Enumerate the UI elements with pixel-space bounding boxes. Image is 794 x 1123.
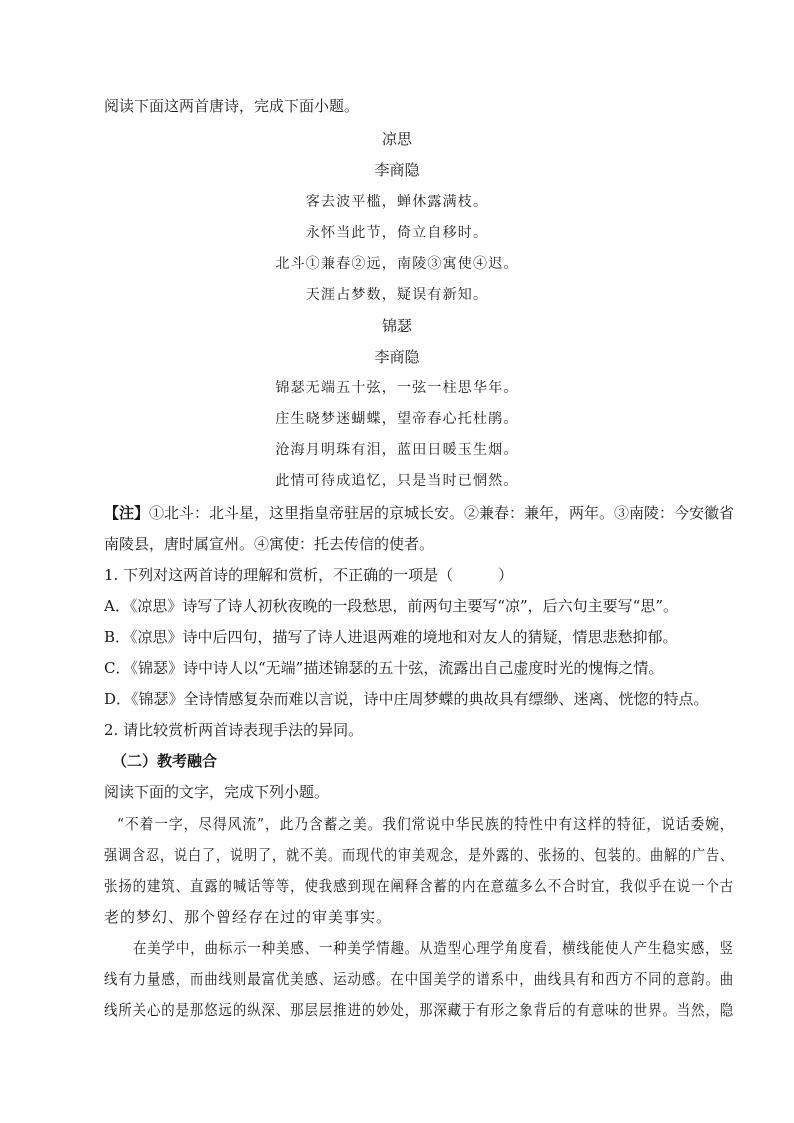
poem1-title: 凉思 (381, 130, 412, 148)
passage-line: 强调含忍，说白了，说明了，就不美。而现代的审美观念，是外露的、张扬的、包装的。曲解的广告、 (104, 846, 735, 864)
question-1-option-a: A．《凉思》诗写了诗人初秋夜晚的一段愁思，前两句主要写“凉”，后六句主要写“思”。 (104, 597, 679, 615)
question-1-stem: 1. 下列对这两首诗的理解和赏析，不正确的一项是（ ） (104, 566, 514, 584)
passage-line: 线所关心的是那悠远的纵深、那层层推进的妙处，那深藏于有形之象背后的有意味的世界。当然，隐 (104, 1001, 735, 1019)
poem2-line: 庄生晓梦迷蝴蝶，望帝春心托杜鹃。 (275, 411, 519, 427)
poem1-author: 李商隐 (374, 161, 420, 179)
question-2: 2. 请比较赏析两首诗表现手法的异同。 (104, 721, 364, 739)
poem2-line: 锦瑟无端五十弦，一弦一柱思华年。 (275, 380, 519, 396)
passage-line: 张扬的建筑、直露的喊话等等，使我感到现在阐释含蓄的内在意蕴多么不合时宜，我似乎在说一个古 (104, 877, 735, 895)
question-1-option-d: D．《锦瑟》全诗情感复杂而难以言说，诗中庄周梦蝶的典故具有缥缈、迷离、恍惚的特点。 (104, 690, 709, 708)
poem2-author: 李商隐 (374, 348, 420, 366)
note-label: 【注】 (104, 504, 150, 522)
question-1-option-c: C．《锦瑟》诗中诗人以“无端”描述锦瑟的五十弦，流露出自己虚度时光的愧悔之情。 (104, 659, 664, 677)
poem2-title: 锦瑟 (381, 317, 412, 335)
poem1-line: 北斗①兼春②远，南陵③寓使④迟。 (275, 256, 519, 272)
note-line-2: 南陵县，唐时属宣州。④寓使：托去传信的使者。 (104, 535, 435, 553)
poem1-line: 永怀当此节，倚立自移时。 (305, 225, 489, 241)
section-heading: （二）教考融合 (112, 752, 218, 770)
poem2-line: 沧海月明珠有泪，蓝田日暖玉生烟。 (275, 442, 519, 458)
section-instruction: 阅读下面的文字，完成下列小题。 (104, 783, 330, 801)
poem2-line: 此情可待成追忆，只是当时已惘然。 (275, 473, 519, 489)
passage-line: 老的梦幻、那个曾经存在过的审美事实。 (104, 908, 393, 926)
poem1-line: 天涯占梦数，疑误有新知。 (305, 287, 489, 303)
passage-line: 在美学中，曲标示一种美感、一种美学情趣。从造型心理学角度看，横线能使人产生稳实感，竖 (133, 939, 734, 957)
note-text: ①北斗：北斗星，这里指皇帝驻居的京城长安。②兼春：兼年，两年。③南陵：今安徽省 (149, 504, 735, 522)
note-line-1 (104, 503, 734, 523)
reading-instruction: 阅读下面这两首唐诗，完成下面小题。 (104, 97, 360, 115)
passage-line: 线有力量感，而曲线则最富优美感、运动感。在中国美学的谱系中，曲线具有和西方不同的意韵。曲 (104, 970, 735, 988)
poem1-line: 客去波平槛，蝉休露满枝。 (305, 194, 489, 210)
passage-line: “不着一字，尽得风流”，此乃含蓄之美。我们常说中华民族的特性中有这样的特征，说话委婉， (117, 815, 735, 833)
question-1-option-b: B．《凉思》诗中后四句，描写了诗人进退两难的境地和对友人的猜疑，情思悲愁抑郁。 (104, 628, 678, 646)
